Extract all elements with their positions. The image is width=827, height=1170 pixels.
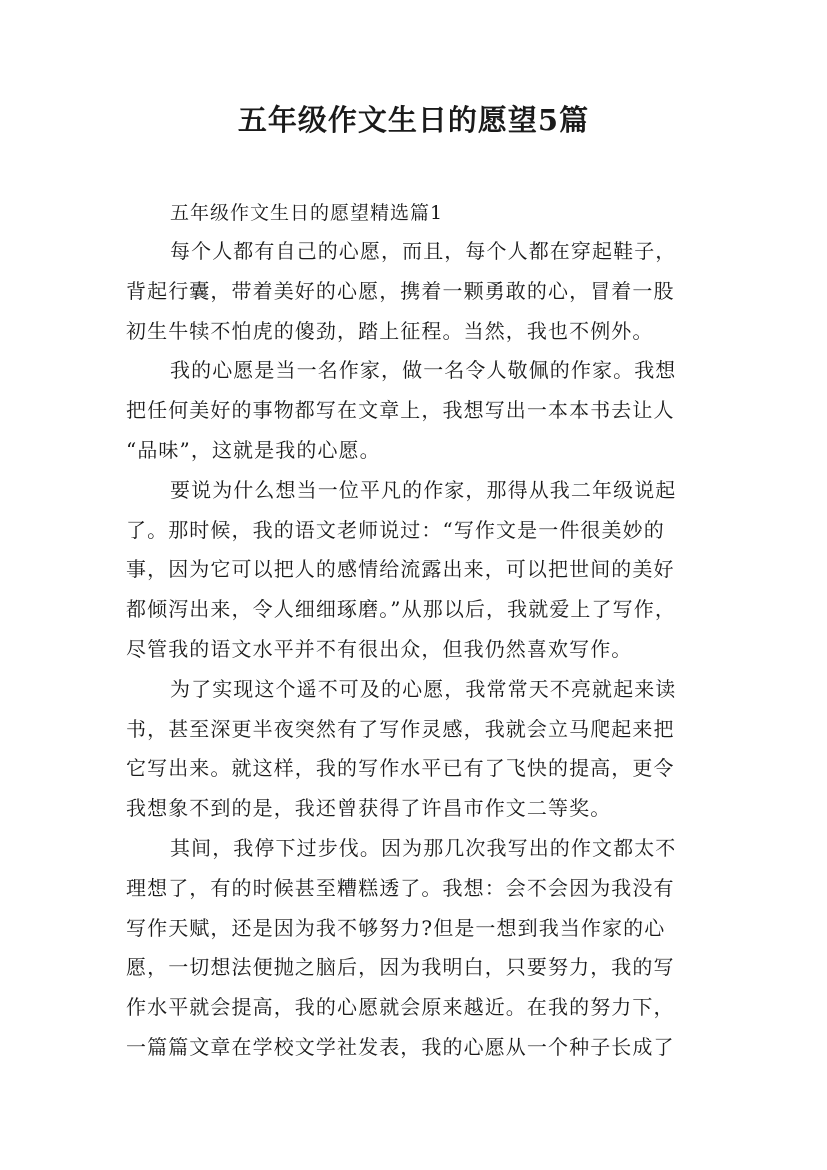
paragraph-5 <box>126 829 676 1068</box>
paragraph-line: 写作天赋，还是因为我不够努力?但是一想到我当作家的心 <box>126 915 666 940</box>
paragraph-line: 把任何美好的事物都写在文章上，我想写出一本本书去让人 <box>126 398 675 423</box>
paragraph-2 <box>126 351 676 470</box>
paragraph-line: 每个人都有自己的心愿，而且，每个人都在穿起鞋子， <box>170 239 677 263</box>
paragraph-line: 其间，我停下过步伐。因为那几次我写出的作文都太不 <box>170 836 677 860</box>
paragraph-line: 书，甚至深更半夜突然有了写作灵感，我就会立马爬起来把 <box>126 716 675 741</box>
paragraph-line: 事，因为它可以把人的感情给流露出来，可以把世间的美好 <box>126 557 675 582</box>
paragraph-line: 我想象不到的是，我还曾获得了许昌市作文二等奖。 <box>126 796 612 821</box>
paragraph-line: 尽管我的语文水平并不有很出众，但我仍然喜欢写作。 <box>126 636 633 661</box>
paragraph-line: 它写出来。就这样，我的写作水平已有了飞快的提高，更令 <box>126 756 675 781</box>
paragraph-line: 理想了，有的时候甚至糟糕透了。我想：会不会因为我没有 <box>126 875 675 900</box>
paragraph-line: 作水平就会提高，我的心愿就会原来越近。在我的努力下， <box>126 995 675 1020</box>
document-title: 五年级作文生日的愿望5篇 <box>237 103 590 137</box>
paragraph-line: 愿，一切想法便抛之脑后，因为我明白，只要努力，我的写 <box>126 955 675 980</box>
paragraph-1 <box>126 232 676 351</box>
paragraph-4 <box>126 670 676 829</box>
paragraph-line: 一篇篇文章在学校文学社发表，我的心愿从一个种子长成了 <box>126 1034 675 1059</box>
paragraph-line: 要说为什么想当一位平凡的作家，那得从我二年级说起 <box>170 477 677 502</box>
paragraph-line: 为了实现这个遥不可及的心愿，我常常天不亮就起来读 <box>170 676 677 701</box>
paragraph-line: 背起行囊，带着美好的心愿，携着一颗勇敢的心，冒着一股 <box>126 278 675 303</box>
paragraph-3 <box>126 471 676 670</box>
paragraph-line: 了。那时候，我的语文老师说过：“写作文是一件很美妙的 <box>126 517 665 542</box>
paragraph-line: 我的心愿是当一名作家，做一名令人敬佩的作家。我想 <box>170 358 677 383</box>
paragraph-line: 初生牛犊不怕虎的傻劲，踏上征程。当然，我也不例外。 <box>126 318 654 343</box>
section-heading: 五年级作文生日的愿望精选篇1 <box>170 202 444 224</box>
paragraph-line: “品味”，这就是我的心愿。 <box>126 437 381 462</box>
paragraph-line: 都倾泻出来，令人细细琢磨。”从那以后，我就爱上了写作， <box>126 597 676 622</box>
